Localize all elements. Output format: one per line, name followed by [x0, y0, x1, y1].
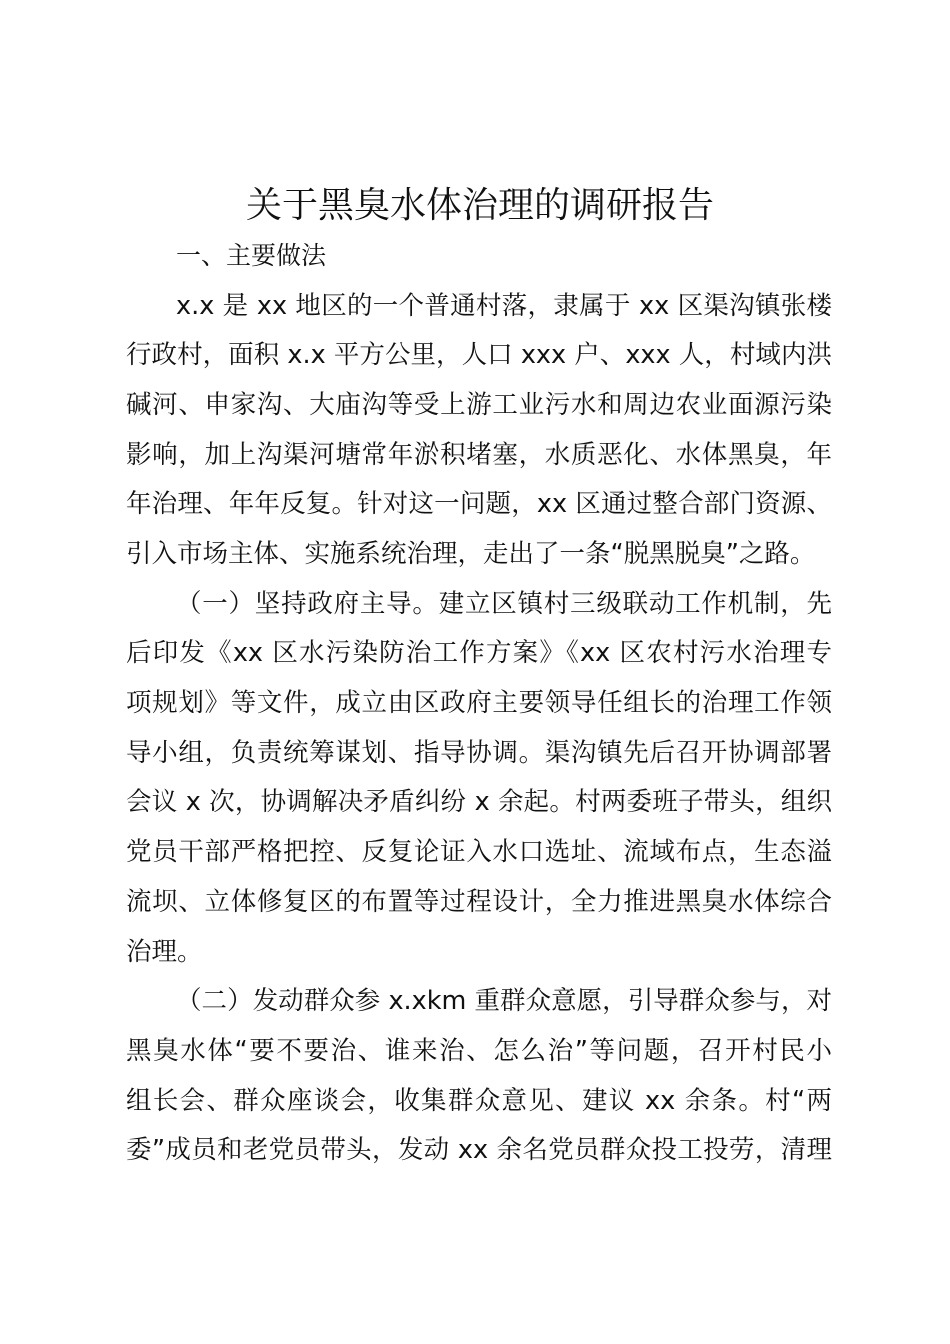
- paragraph-line: 行政村，面积 x.x 平方公里，人口 xxx 户、xxx 人，村域内洪: [126, 340, 832, 370]
- paragraph-line: 委”成员和老党员带头，发动 xx 余名党员群众投工投劳，清理: [126, 1135, 832, 1165]
- paragraph-line: 会议 x 次，协调解决矛盾纠纷 x 余起。村两委班子带头，组织: [126, 787, 832, 817]
- paragraph-line: 项规划》等文件，成立由区政府主要领导任组长的治理工作领: [126, 688, 832, 718]
- paragraph-line: （一）坚持政府主导。建立区镇村三级联动工作机制，先: [176, 589, 832, 619]
- paragraph-line: 流坝、立体修复区的布置等过程设计，全力推进黑臭水体综合: [126, 887, 832, 917]
- document-title: 关于黑臭水体治理的调研报告: [245, 185, 714, 226]
- paragraph-line: x.x 是 xx 地区的一个普通村落，隶属于 xx 区渠沟镇张楼: [176, 291, 832, 321]
- paragraph-line: 后印发《xx 区水污染防治工作方案》《xx 区农村污水治理专: [126, 638, 832, 668]
- paragraph-line: 组长会、群众座谈会，收集群众意见、建议 xx 余条。村“两: [126, 1086, 832, 1116]
- paragraph-line: 碱河、申家沟、大庙沟等受上游工业污水和周边农业面源污染: [126, 390, 832, 420]
- paragraph-line: 黑臭水体“要不要治、谁来治、怎么治”等问题，召开村民小: [126, 1036, 832, 1066]
- paragraph-line: （二）发动群众参 x.xkm 重群众意愿，引导群众参与，对: [176, 986, 832, 1016]
- paragraph-line: 引入市场主体、实施系统治理，走出了一条“脱黑脱臭”之路。: [126, 539, 816, 569]
- paragraph-line: 导小组，负责统筹谋划、指导协调。渠沟镇先后召开协调部署: [126, 738, 832, 768]
- paragraph-line: 治理。: [126, 937, 203, 967]
- paragraph-line: 影响，加上沟渠河塘常年淤积堵塞，水质恶化、水体黑臭，年: [126, 440, 832, 470]
- section-heading: 一、主要做法: [176, 241, 327, 270]
- paragraph-line: 党员干部严格把控、反复论证入水口选址、流域布点，生态溢: [126, 837, 832, 867]
- paragraph-line: 年治理、年年反复。针对这一问题，xx 区通过整合部门资源、: [126, 489, 832, 519]
